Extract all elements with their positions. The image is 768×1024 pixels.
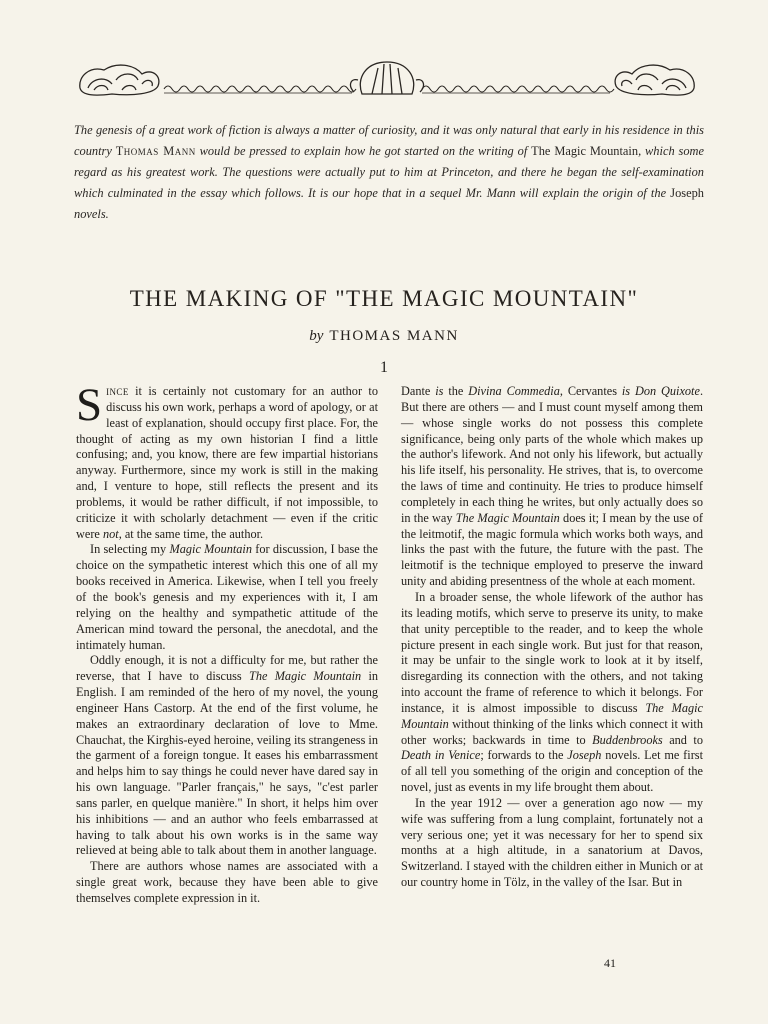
drop-cap: S bbox=[76, 379, 103, 431]
paragraph: In the year 1912 — over a generation ago now — my wife was suffering from a lung complaint, fortunately not a very serious one; yet it was necessary for her to spend six months at a high altitude, in a sanatorium at Davos, Switzerland. I stayed with the children either in Munich or at our country home in Tölz, in the valley of the Isar. But in bbox=[401, 795, 703, 890]
intro-author: Thomas Mann bbox=[115, 144, 196, 158]
paragraph: Dante is the Divina Commedia, Cervantes is Don Quixote. But there are others — and I must count myself among them — whose single works do not possess this complete significance, being only parts of the whole which makes up the author's lifework. And not only his lifework, but actually his life itself, his personality. He strives, that is, to overcome the laws of time and continuity. He tries to produce himself completely in each thing he writes, but only actually does so in the way The Magic Mountain does it; I mean by the use of the leitmotif, the magic formula which works both ways, and links the past with the future, the future with the past. The leitmotif is the technique employed to preserve the inward unity and abiding presentness of the whole at each moment. bbox=[401, 384, 704, 589]
left-column bbox=[76, 379, 379, 907]
page-number: 41 bbox=[604, 956, 616, 970]
article-title: THE MAKING OF "THE MAGIC MOUNTAIN" bbox=[129, 286, 639, 311]
paragraph: Oddly enough, it is not a difficulty for me, but rather the reverse, that I have to discuss The Magic Mountain in English. I am reminded of the hero of my novel, the young engineer Hans Castorp. At the end of the first volume, he makes an extraordinary declaration of love to Mme. Chauchat, the Kirghis-eyed heroine, veiling its strangeness in the garment of a foreign tongue. It eases his embarrassment and helps him to say things he could never have dared say in his own language. "Parler français," he says, "c'est parler sans parler, en quelque manière." In short, it helps him over his inhibitions — and an author who feels embarrassed at having to talk about his own works is in the same way relieved at being able to talk about them in another language. bbox=[76, 653, 379, 858]
paragraph: There are authors whose names are associated with a single great work, because they have been able to give themselves complete expression in it. bbox=[76, 859, 378, 905]
author-name: THOMAS MANN bbox=[329, 328, 459, 344]
right-column bbox=[401, 384, 703, 891]
intro-note: The genesis of a great work of fiction is always a matter of curiosity, and it was only natural that early in his residence in this country Thomas Mann would be pressed to explain how he got started on the writing of The Magic Mountain, which some regard as his greatest work. The questions were actually put to him at Princeton, and there he began the self-examination which culminated in the essay which follows. It is our hope that in a sequel Mr. Mann will explain the origin of the Joseph novels. bbox=[74, 123, 704, 221]
paragraph: Since it is certainly not customary for an author to discuss his own work, perhaps a word of apology, or at least of explanation, should occupy first place. For, the thought of acting as my own historian I find a little confusing; and, you know, there are few impartial historians anyway. Furthermore, since my work is still in the making and, I venture to hope, still reflects the present and its problems, it would be rather difficult, if not impossible, to criticize it with scholarly detachment — even if the critic were not, at the same time, the author. bbox=[76, 379, 378, 541]
ornamental-header bbox=[72, 58, 702, 102]
intro-book-title: Magic Mountain bbox=[554, 144, 639, 158]
paragraph: In selecting my Magic Mountain for discussion, I base the choice on the sympathetic interest which this one of all my books received in America. Likewise, when I tell you freely of the book's genesis and my experiences with it, I am relying on the healthy and sympathetic attitude of the American mind toward the personal, the anecdotal, and the intimately human. bbox=[76, 542, 378, 652]
byline: by THOMAS MANN bbox=[309, 328, 459, 344]
section-number: 1 bbox=[380, 359, 388, 376]
paragraph: In a broader sense, the whole lifework of the author has its leading motifs, which serve to preserve its unity, to make that unity perceptible to the reader, and to keep the whole picture present in each single work. But just for that reason, it may be unfair to the single work to look at it by itself, disregarding its connection with the others, and not taking into account the frame of reference to which it belongs. For instance, it is almost impossible to discuss The Magic Mountain without thinking of the links which connect it with other works; backwards in time to Buddenbrooks and to Death in Venice; forwards to the Joseph novels. Let me first of all tell you something of the origin and conception of the novel, just as events in my life brought them about. bbox=[401, 589, 703, 795]
